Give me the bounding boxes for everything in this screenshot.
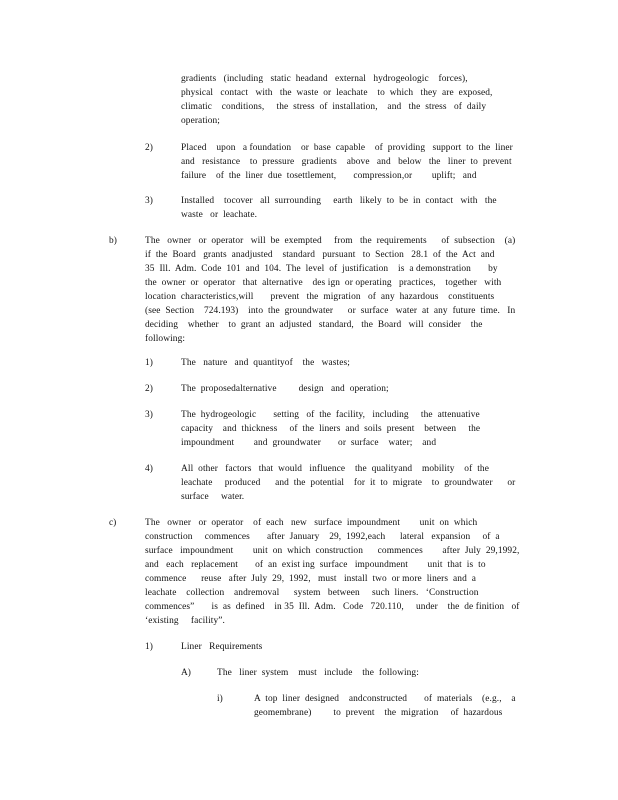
text-line: and resistance to pressure gradients above and below the liner to prevent — [181, 157, 512, 167]
text-line: construction commences after January 29, 1992,each lateral expansion of a — [145, 532, 500, 542]
text-line: Placed upon a foundation or base capable of providing support to the liner — [181, 143, 513, 153]
text-line: if the Board grants anadjusted standard pursuant to Section 28.1 of the Act and — [145, 250, 495, 260]
text-line: leachate produced and the potential for it to migrate to groundwater or — [181, 478, 516, 488]
text-line: waste or leachate. — [181, 210, 258, 220]
section-label: c) — [109, 518, 117, 528]
text-line: The owner or operator will be exempted from the requirements of subsection (a) — [145, 236, 516, 246]
text-line: leachate collection andremoval system between such liners. ‘Construction — [145, 588, 479, 598]
text-line: Installed tocover all surrounding earth likely to be in contact with the — [181, 196, 497, 206]
text-line: failure of the liner due tosettlement, compression,or uplift; and — [181, 171, 477, 181]
text-line: following: — [145, 334, 186, 344]
text-line: The hydrogeologic setting of the facility, including the attenuative — [181, 410, 480, 420]
text-line: the owner or operator that alternative des ign or operating practices, together with — [145, 278, 502, 288]
text-line: impoundment and groundwater or surface water; and — [181, 438, 437, 448]
text-line: operation; — [181, 116, 221, 126]
text-line: commences” is as defined in 35 Ill. Adm. Code 720.110, under the de finition of — [145, 602, 520, 612]
item-label: 2) — [145, 143, 153, 153]
text-line: The proposedalternative design and operation; — [181, 384, 389, 394]
text-line: and each replacement of an exist ing surface impoundment unit that is to — [145, 560, 486, 570]
item-label: 2) — [145, 384, 153, 394]
text-line: deciding whether to grant an adjusted standard, the Board will consider the — [145, 320, 483, 330]
text-line: ‘existing facility”. — [145, 616, 225, 626]
text-line: physical contact with the waste or leachate to which they are exposed, — [181, 88, 493, 98]
subsection-title: Liner Requirements — [181, 642, 263, 652]
text-line: geomembrane) to prevent the migration of hazardous — [254, 708, 503, 718]
text-line: All other factors that would influence the qualityand mobility of the — [181, 464, 489, 474]
text-line: A top liner designed andconstructed of materials (e.g., a — [254, 694, 516, 704]
section-label: b) — [109, 236, 117, 246]
text-line: The owner or operator of each new surface impoundment unit on which — [145, 518, 478, 528]
text-line: (see Section 724.193) into the groundwater or surface water at any future time. In — [145, 306, 516, 316]
text-line: capacity and thickness of the liners and soils present between the — [181, 424, 481, 434]
text-line: The liner system must include the following: — [217, 668, 419, 678]
item-label: 1) — [145, 358, 153, 368]
text-line: gradients (including static headand external hydrogeologic forces), — [181, 74, 468, 84]
text-line: 35 Ill. Adm. Code 101 and 104. The level of justification is a demonstration by — [145, 264, 498, 274]
text-line: location characteristics,will prevent the migration of any hazardous constituents — [145, 292, 495, 302]
text-line: surface impoundment unit on which construction commences after July 29,1992, — [145, 546, 520, 556]
text-line: surface water. — [181, 492, 245, 502]
item-label: 3) — [145, 196, 153, 206]
item-label: A) — [181, 668, 191, 678]
item-label: 1) — [145, 642, 153, 652]
text-line: commence reuse after July 29, 1992, must install two or more liners and a — [145, 574, 477, 584]
text-line: The nature and quantityof the wastes; — [181, 358, 350, 368]
item-label: 4) — [145, 464, 153, 474]
item-label: 3) — [145, 410, 153, 420]
text-line: climatic conditions, the stress of installation, and the stress of daily — [181, 102, 487, 112]
item-label: i) — [217, 694, 223, 704]
